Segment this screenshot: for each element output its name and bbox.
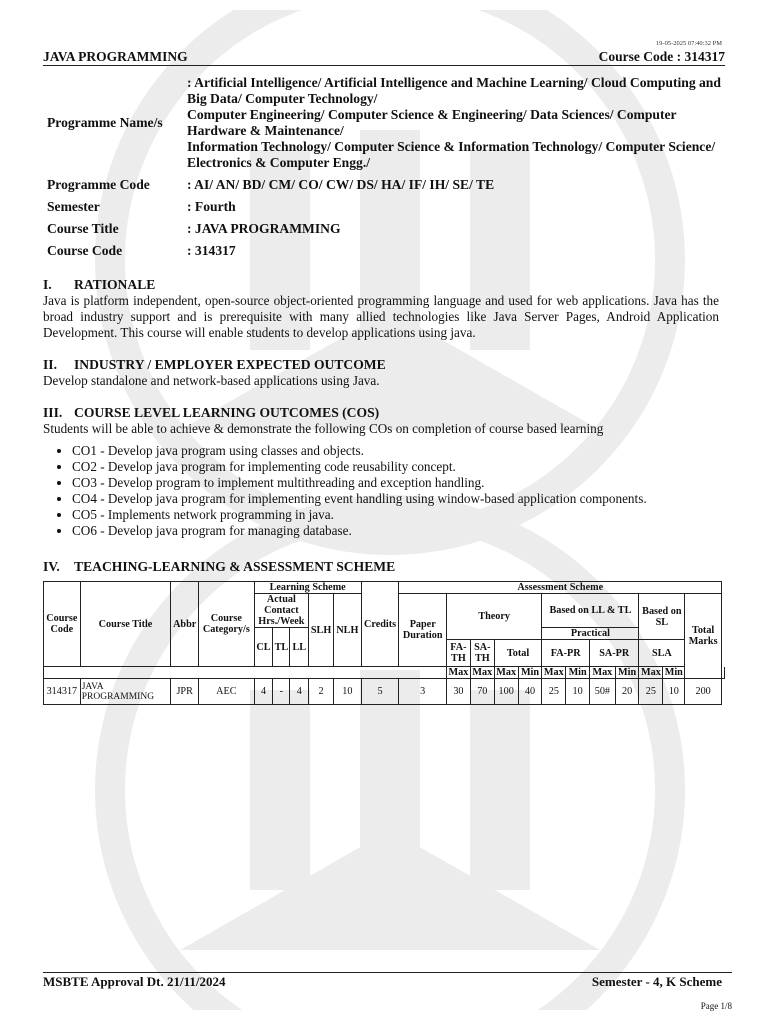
- th-max: Max: [542, 667, 566, 679]
- programme-label: Programme Code: [47, 177, 150, 192]
- th-total-marks: Total Marks: [685, 594, 722, 679]
- cell-nlh: 10: [333, 679, 361, 705]
- industry-outcome-section: [43, 357, 719, 389]
- th-course-title: Course Title: [80, 582, 171, 667]
- programme-names-line: Information Technology/ Computer Science & Information Technology/ Computer Science/ Electronics & Computer Engg./: [187, 139, 716, 170]
- programme-label: Course Title: [47, 221, 119, 236]
- cell-total-max: 100: [494, 679, 518, 705]
- th-credits: Credits: [361, 582, 399, 667]
- cell-sa-th-max: 70: [470, 679, 494, 705]
- th-total: Total: [494, 640, 542, 667]
- approval-date: MSBTE Approval Dt. 21/11/2024: [43, 974, 226, 989]
- header-title: JAVA PROGRAMMING: [43, 49, 188, 64]
- cell-sla-min: 10: [663, 679, 685, 705]
- cell-total-min: 40: [518, 679, 542, 705]
- cell-sa-pr-max: 50#: [590, 679, 616, 705]
- th-sa-th: SA-TH: [470, 640, 494, 667]
- th-max: Max: [446, 667, 470, 679]
- programme-value: : 314317: [187, 243, 236, 258]
- list-item: • CO1 - Develop java program using classes and objects.: [72, 443, 719, 459]
- th-sla: SLA: [639, 640, 685, 667]
- th-cl: CL: [254, 628, 273, 667]
- spacer-cell: [722, 667, 725, 679]
- cell-total-marks: 200: [685, 679, 722, 705]
- th-course-code: Course Code: [44, 582, 81, 667]
- th-min: Min: [566, 667, 590, 679]
- spacer-cell: [44, 667, 447, 679]
- th-fa-th: FA-TH: [446, 640, 470, 667]
- th-paper-duration: Paper Duration: [399, 594, 447, 667]
- th-slh: SLH: [309, 594, 334, 667]
- rationale-section: [43, 277, 719, 341]
- section-title: INDUSTRY / EMPLOYER EXPECTED OUTCOME: [74, 357, 386, 372]
- th-tl: TL: [273, 628, 290, 667]
- cell-fa-pr-min: 10: [566, 679, 590, 705]
- th-theory: Theory: [446, 594, 541, 640]
- programme-row: [43, 240, 733, 262]
- th-learning-scheme: Learning Scheme: [254, 582, 361, 594]
- list-item: • CO3 - Develop program to implement multithreading and exception handling.: [72, 475, 719, 491]
- th-nlh: NLH: [333, 594, 361, 667]
- page-footer: [43, 972, 732, 990]
- programme-value: : Fourth: [187, 199, 236, 214]
- programme-details-table: [43, 72, 733, 262]
- cell-paper: 3: [399, 679, 447, 705]
- programme-names-line: : Artificial Intelligence/ Artificial Intelligence and Machine Learning/ Cloud Computing and Big Data/ Computer Technology/: [187, 75, 721, 106]
- scheme-section: [43, 559, 719, 575]
- course-outcomes-list: [43, 443, 719, 539]
- section-number: IV.: [43, 559, 60, 574]
- list-item: • CO6 - Develop java program for managing database.: [72, 523, 719, 539]
- cell-slh: 2: [309, 679, 334, 705]
- th-sa-pr: SA-PR: [590, 640, 639, 667]
- page-number: Page 1/8: [700, 1001, 732, 1011]
- semester-scheme: Semester - 4, K Scheme: [591, 974, 722, 989]
- cell-sla-max: 25: [639, 679, 663, 705]
- th-min: Min: [518, 667, 542, 679]
- section-title: TEACHING-LEARNING & ASSESSMENT SCHEME: [74, 559, 396, 574]
- cell-abbr: JPR: [171, 679, 199, 705]
- programme-label: Course Code: [47, 243, 123, 258]
- programme-row: [43, 196, 733, 218]
- cell-fa-th-max: 30: [446, 679, 470, 705]
- th-max: Max: [639, 667, 663, 679]
- course-outcomes-intro: Students will be able to achieve & demonstrate the following COs on completion of course based learning: [43, 421, 604, 436]
- cell-credits: 5: [361, 679, 399, 705]
- cell-ll: 4: [290, 679, 309, 705]
- programme-row: [43, 174, 733, 196]
- print-timestamp: 19-05-2025 07:40:32 PM: [655, 40, 722, 47]
- cell-sa-pr-min: 20: [615, 679, 639, 705]
- th-category: Course Category/s: [199, 582, 254, 667]
- th-practical: Practical: [542, 628, 639, 640]
- list-item: • CO2 - Develop java program for implementing code reusability concept.: [72, 459, 719, 475]
- th-abbr: Abbr: [171, 582, 199, 667]
- programme-label: Programme Name/s: [47, 115, 163, 130]
- th-min: Min: [664, 667, 683, 678]
- section-heading: [43, 277, 719, 293]
- programme-label: Semester: [47, 199, 100, 214]
- cell-fa-pr-max: 25: [542, 679, 566, 705]
- section-title: RATIONALE: [74, 277, 156, 292]
- cell-code: 314317: [44, 679, 81, 705]
- th-min: Min: [615, 667, 639, 679]
- section-heading: [43, 405, 719, 421]
- th-max: Max: [470, 667, 494, 679]
- th-based-sl: Based on SL: [639, 594, 685, 640]
- page-header: [43, 49, 725, 66]
- th-fa-pr: FA-PR: [542, 640, 590, 667]
- section-number: II.: [43, 357, 57, 372]
- th-max: Max: [590, 667, 616, 679]
- industry-outcome-text: Develop standalone and network-based applications using Java.: [43, 373, 380, 388]
- programme-names-line: Computer Engineering/ Computer Science & Engineering/ Data Sciences/ Computer Hardware & Maintenance/: [187, 107, 677, 138]
- cell-category: AEC: [199, 679, 254, 705]
- th-based-ll-tl: Based on LL & TL: [542, 594, 639, 628]
- th-contact-hours: Actual Contact Hrs./Week: [254, 594, 309, 628]
- header-course-code: Course Code : 314317: [598, 49, 725, 64]
- programme-value: : AI/ AN/ BD/ CM/ CO/ CW/ DS/ HA/ IF/ IH/ SE/ TE: [187, 177, 495, 192]
- teaching-assessment-scheme-table: [43, 581, 725, 705]
- section-heading: [43, 357, 719, 373]
- section-heading: [43, 559, 719, 575]
- cell-tl: -: [273, 679, 290, 705]
- course-outcomes-section: [43, 405, 719, 539]
- programme-row: [43, 72, 733, 174]
- programme-value: : JAVA PROGRAMMING: [187, 221, 341, 236]
- section-number: I.: [43, 277, 52, 292]
- th-assessment-scheme: Assessment Scheme: [399, 582, 722, 594]
- programme-row: [43, 218, 733, 240]
- rationale-text: Java is platform independent, open-source object-oriented programming language and used for web applications. Java has the broad industry support and is prerequisite with many allied technologies like Java Server Pages, Android Application Development. This course will enable students to develop applications using java.: [43, 293, 719, 340]
- th-max: Max: [494, 667, 518, 679]
- section-number: III.: [43, 405, 63, 420]
- section-title: COURSE LEVEL LEARNING OUTCOMES (COS): [74, 405, 380, 420]
- programme-value: [181, 72, 733, 174]
- cell-title: JAVA PROGRAMMING: [80, 679, 171, 705]
- cell-cl: 4: [254, 679, 273, 705]
- table-row: [44, 679, 725, 705]
- list-item: • CO5 - Implements network programming in java.: [72, 507, 719, 523]
- th-ll: LL: [290, 628, 309, 667]
- list-item: • CO4 - Develop java program for implementing event handling using window-based application components.: [72, 491, 719, 507]
